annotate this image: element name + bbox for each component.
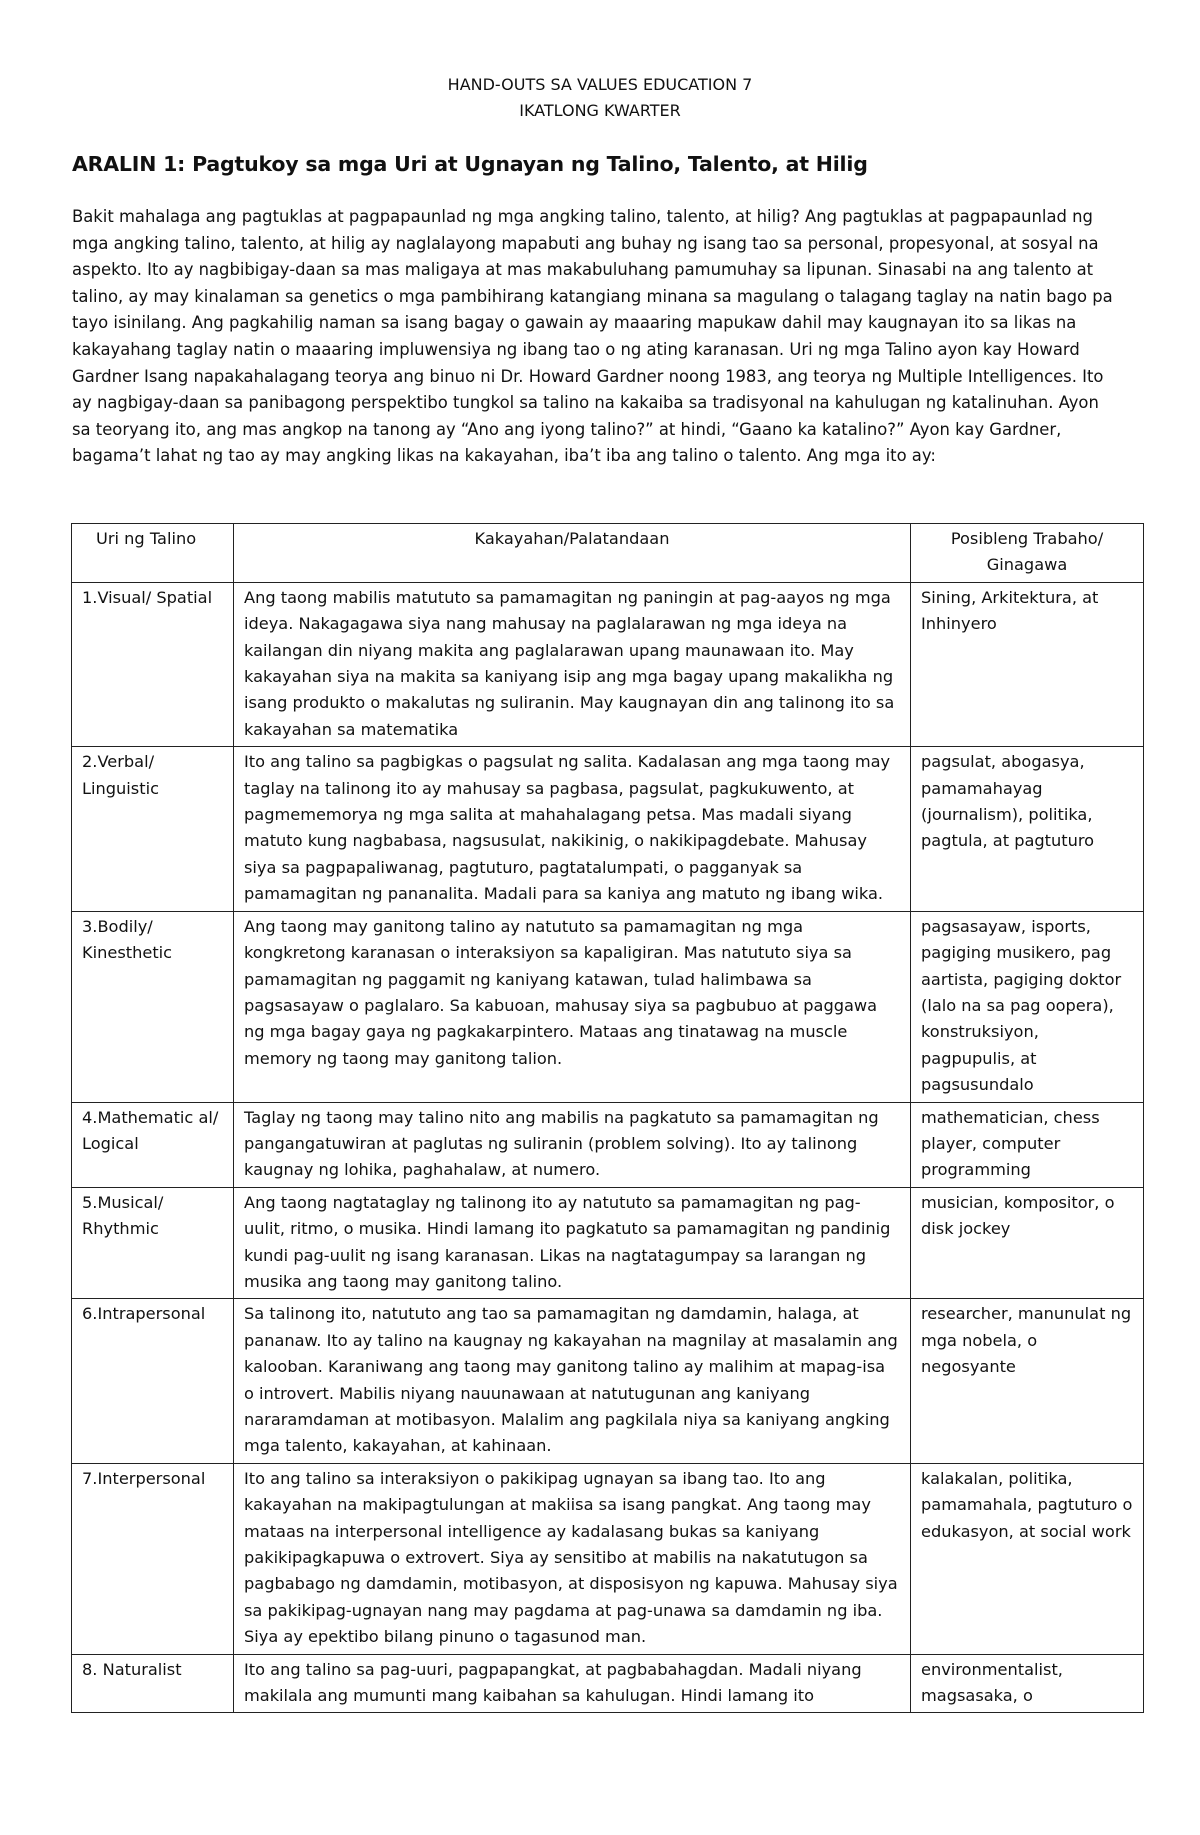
lesson-title: ARALIN 1: Pagtukoy sa mga Uri at Ugnayan ng Talino, Talento, at Hilig xyxy=(72,152,868,176)
cell-ability: Ito ang talino sa interaksiyon o pakikipag ugnayan sa ibang tao. Ito ang kakayahan na makipagtulungan at makiisa sa isang pangkat. Ang taong may mataas na interpersonal intelligence ay kadalasang bukas sa kaniyang pakikipagkapuwa o extrovert. Siya ay sensitibo at mabilis na nakatutugon sa pagbabago ng damdamin, motibasyon, at disposisyon ng kapuwa. Mahusay siya sa pakikipag-ugnayan nang may pagdama at pag-unawa sa damdamin ng iba. Siya ay epektibo bilang pinuno o tagasunod man. xyxy=(234,1463,911,1654)
cell-ability: Sa talinong ito, natututo ang tao sa pamamagitan ng damdamin, halaga, at pananaw. Ito ay talino na kaugnay ng kakayahan na magnilay at masalamin ang kalooban. Karaniwang ang taong may ganitong talino ay malihim at mapag-isa o introvert. Mabilis niyang nauunawaan at natutugunan ang kaniyang nararamdaman at motibasyon. Malalim ang pagkilala niya sa kaniyang angking mga talento, kakayahan, at kahinaan. xyxy=(234,1299,911,1463)
quarter-label: IKATLONG KWARTER xyxy=(519,101,681,120)
intelligence-table xyxy=(71,523,1144,1713)
cell-type: 1.Visual/ Spatial xyxy=(72,582,234,746)
table-row xyxy=(72,1654,1144,1713)
table-row xyxy=(72,747,1144,911)
cell-jobs: Sining, Arkitektura, at Inhinyero xyxy=(911,582,1144,746)
cell-type: 6.Intrapersonal xyxy=(72,1299,234,1463)
column-header-type: Uri ng Talino xyxy=(72,524,234,583)
table-row xyxy=(72,1187,1144,1299)
handout-title: HAND-OUTS SA VALUES EDUCATION 7 xyxy=(447,75,753,94)
table-row xyxy=(72,911,1144,1102)
cell-ability: Taglay ng taong may talino nito ang mabilis na pagkatuto sa pamamagitan ng pangangatuwiran at paglutas ng suliranin (problem solving). Ito ay talinong kaugnay ng lohika, paghahalaw, at numero. xyxy=(234,1102,911,1187)
cell-type: 3.Bodily/ Kinesthetic xyxy=(72,911,234,1102)
cell-type: 2.Verbal/ Linguistic xyxy=(72,747,234,911)
cell-jobs: researcher, manunulat ng mga nobela, o negosyante xyxy=(911,1299,1144,1463)
cell-jobs: environmentalist, magsasaka, o xyxy=(911,1654,1144,1713)
table-row xyxy=(72,1102,1144,1187)
cell-ability: Ang taong nagtataglay ng talinong ito ay natututo sa pamamagitan ng pag-uulit, ritmo, o musika. Hindi lamang ito pagkatuto sa pamamagitan ng pandinig kundi pag-uulit ng isang karanasan. Likas na nagtatagumpay sa larangan ng musika ang taong may ganitong talino. xyxy=(234,1187,911,1299)
cell-jobs: mathematician, chess player, computer programming xyxy=(911,1102,1144,1187)
intro-section xyxy=(72,204,1122,470)
table-row xyxy=(72,582,1144,746)
cell-type: 5.Musical/ Rhythmic xyxy=(72,1187,234,1299)
table-header-row xyxy=(72,524,1144,583)
cell-jobs: kalakalan, politika, pamamahala, pagtuturo o edukasyon, at social work xyxy=(911,1463,1144,1654)
table-row xyxy=(72,1463,1144,1654)
cell-ability: Ito ang talino sa pag-uuri, pagpapangkat, at pagbabahagdan. Madali niyang makilala ang mumunti mang kaibahan sa kahulugan. Hindi lamang ito xyxy=(234,1654,911,1713)
column-header-jobs: Posibleng Trabaho/ Ginagawa xyxy=(911,524,1144,583)
table-row xyxy=(72,1299,1144,1463)
cell-type: 8. Naturalist xyxy=(72,1654,234,1713)
column-header-ability: Kakayahan/Palatandaan xyxy=(234,524,911,583)
cell-type: 7.Interpersonal xyxy=(72,1463,234,1654)
cell-jobs: pagsulat, abogasya, pamamahayag (journalism), politika, pagtula, at pagtuturo xyxy=(911,747,1144,911)
cell-jobs: musician, kompositor, o disk jockey xyxy=(911,1187,1144,1299)
cell-jobs: pagsasayaw, isports, pagiging musikero, pag aartista, pagiging doktor (lalo na sa pag oopera), konstruksiyon, pagpupulis, at pagsusundalo xyxy=(911,911,1144,1102)
cell-ability: Ito ang talino sa pagbigkas o pagsulat ng salita. Kadalasan ang mga taong may taglay na talinong ito ay mahusay sa pagbasa, pagsulat, pagkukuwento, at pagmememorya ng mga salita at mahahalagang petsa. Mas madali siyang matuto kung nagbabasa, nagsusulat, nakikinig, o nakikipagdebate. Mahusay siya sa pagpapaliwanag, pagtuturo, pagtatalumpati, o pagganyak sa pamamagitan ng pananalita. Madali para sa kaniya ang matuto ng ibang wika. xyxy=(234,747,911,911)
cell-ability: Ang taong may ganitong talino ay natututo sa pamamagitan ng mga kongkretong karanasan o interaksiyon sa kapaligiran. Mas natututo siya sa pamamagitan ng paggamit ng kaniyang katawan, tulad halimbawa sa pagsasayaw o paglalaro. Sa kabuoan, mahusay siya sa pagbubuo at paggawa ng mga bagay gaya ng pagkakarpintero. Mataas ang tinatawag na muscle memory ng taong may ganitong talion. xyxy=(234,911,911,1102)
cell-ability: Ang taong mabilis matututo sa pamamagitan ng paningin at pag-aayos ng mga ideya. Nakagagawa siya nang mahusay na paglalarawan ng mga ideya na kailangan din niyang makita ang paglalarawan upang maunawaan ito. May kakayahan siya na makita sa kaniyang isip ang mga bagay upang makalikha ng isang produkto o makalutas ng suliranin. May kaugnayan din ang talinong ito sa kakayahan sa matematika xyxy=(234,582,911,746)
cell-type: 4.Mathematic al/ Logical xyxy=(72,1102,234,1187)
intro-paragraph: Bakit mahalaga ang pagtuklas at pagpapaunlad ng mga angking talino, talento, at hilig? Ang pagtuklas at pagpapaunlad ng mga angking talino, talento, at hilig ay naglalayong mapabuti ang buhay ng isang tao sa personal, propesyonal, at sosyal na aspekto. Ito ay nagbibigay-daan sa mas maligaya at mas makabuluhang pamumuhay sa lipunan. Sinasabi na ang talento at talino, ay may kinalaman sa genetics o mga pambihirang katangiang minana sa magulang o talagang taglay na natin bago pa tayo isinilang. Ang pagkahilig naman sa isang bagay o gawain ay maaaring mapukaw dahil may kaugnayan ito sa likas na kakayahang taglay natin o maaaring impluwensiya ng ibang tao o ng ating karanasan. Uri ng mga Talino ayon kay Howard Gardner Isang napakahalagang teorya ang binuo ni Dr. Howard Gardner noong 1983, ang teorya ng Multiple Intelligences. Ito ay nagbigay-daan sa panibagong perspektibo tungkol sa talino na kakaiba sa tradisyonal na kahulugan ng katalinuhan. Ayon sa teoryang ito, ang mas angkop na tanong ay “Ano ang iyong talino?” at hindi, “Gaano ka katalino?” Ayon kay Gardner, bagama’t lahat ng tao ay may angking likas na kakayahan, iba’t iba ang talino o talento. Ang mga ito ay: xyxy=(72,207,1113,466)
